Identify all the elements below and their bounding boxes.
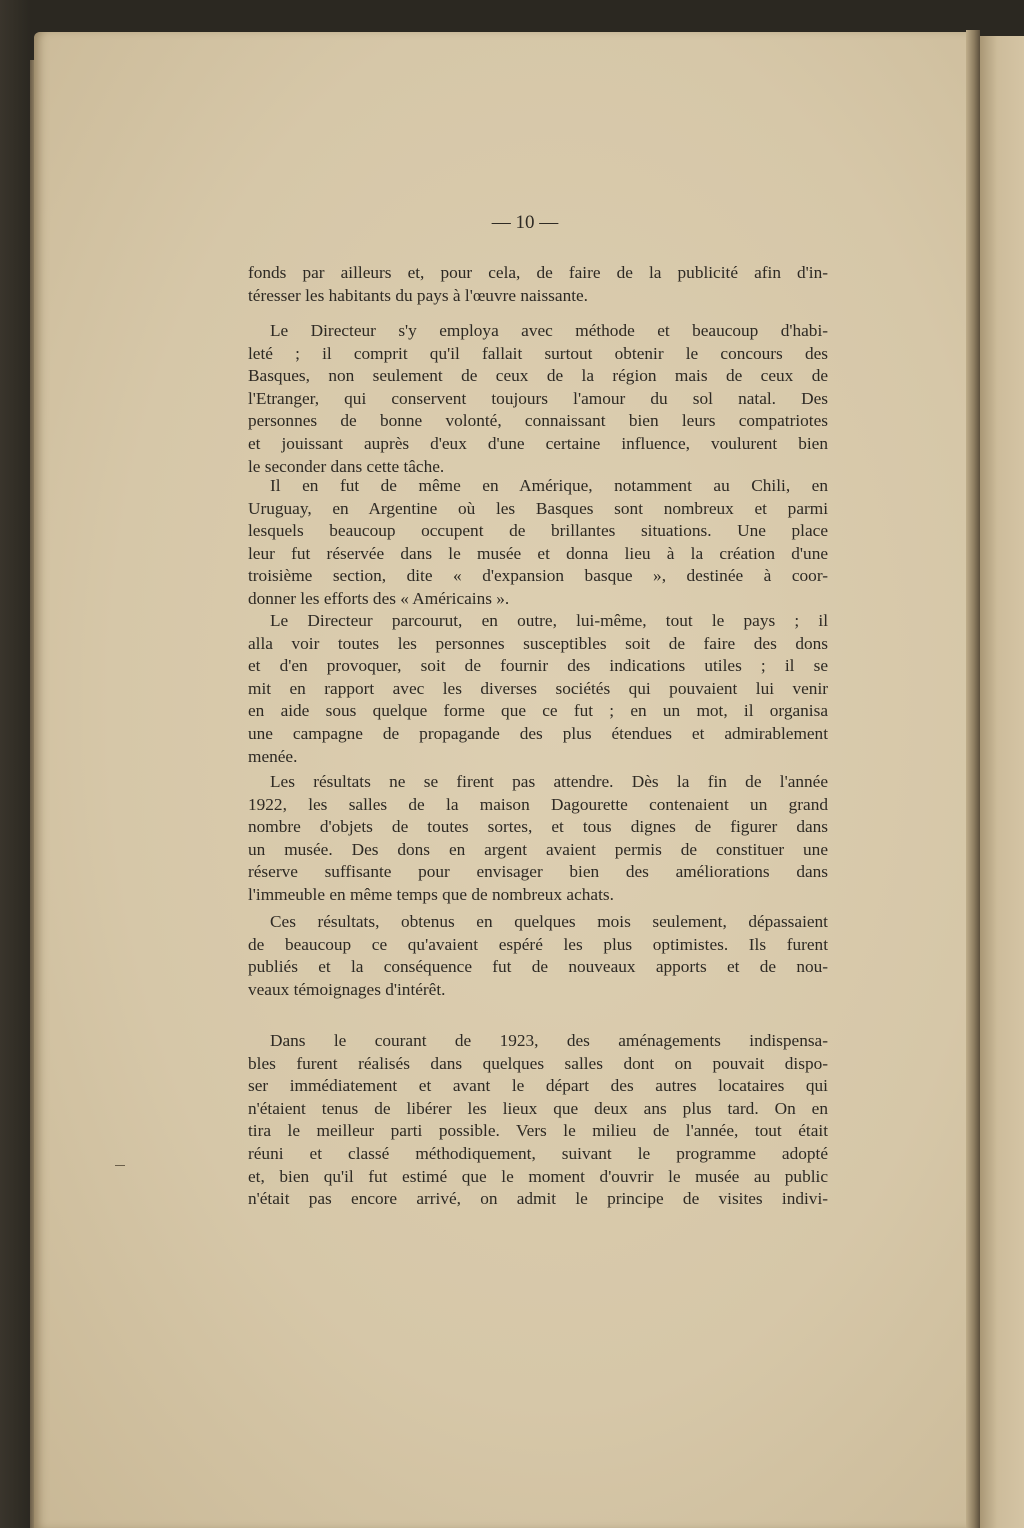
text-line: menée. bbox=[248, 746, 298, 766]
text-line: n'était pas encore arrivé, on admit le principe de visites indivi- bbox=[248, 1189, 828, 1209]
text-line: un musée. Des dons en argent avaient permis de constituer une bbox=[248, 839, 828, 859]
text-line: Il en fut de même en Amérique, notamment au Chili, en bbox=[270, 476, 828, 495]
text-line: Dans le courant de 1923, des aménagements indispensa- bbox=[270, 1031, 828, 1050]
text-line: tira le meilleur parti possible. Vers le milieu de l'année, tout était bbox=[248, 1121, 828, 1141]
text-line: mit en rapport avec les diverses sociétés qui pouvaient lui venir bbox=[248, 678, 828, 698]
text-line: et jouissant auprès d'eux d'une certaine influence, voulurent bien bbox=[248, 433, 828, 453]
text-line: leur fut réservée dans le musée et donna lieu à la création d'une bbox=[248, 543, 828, 563]
text-line: alla voir toutes les personnes susceptibles soit de faire des dons bbox=[248, 633, 828, 653]
text-line: réuni et classé méthodiquement, suivant le programme adopté bbox=[248, 1143, 828, 1163]
text-line: n'étaient tenus de libérer les lieux que deux ans plus tard. On en bbox=[248, 1098, 828, 1118]
text-line: personnes de bonne volonté, connaissant bien leurs compatriotes bbox=[248, 411, 828, 431]
text-line: Le Directeur s'y employa avec méthode et beaucoup d'habi- bbox=[270, 321, 828, 340]
paragraph bbox=[248, 610, 828, 768]
text-line: une campagne de propagande des plus étendues et admirablement bbox=[248, 723, 828, 743]
paragraph bbox=[248, 475, 828, 611]
text-line: le seconder dans cette tâche. bbox=[248, 456, 445, 476]
book-gutter bbox=[966, 30, 980, 1528]
paragraph bbox=[248, 1030, 828, 1211]
text-line: de beaucoup ce qu'avaient espéré les plus optimistes. Ils furent bbox=[248, 934, 828, 954]
text-line: ser immédiatement et avant le départ des autres locataires qui bbox=[248, 1076, 828, 1096]
text-line: réserve suffisante pour envisager bien des améliorations dans bbox=[248, 862, 828, 882]
text-line: 1922, les salles de la maison Dagourette contenaient un grand bbox=[248, 794, 828, 814]
text-line: l'Etranger, qui conservent toujours l'amour du sol natal. Des bbox=[248, 388, 828, 408]
margin-mark bbox=[115, 1165, 125, 1166]
paragraph bbox=[248, 771, 828, 907]
facing-page-edge bbox=[980, 36, 1024, 1528]
text-line: publiés et la conséquence fut de nouveaux apports et de nou- bbox=[248, 957, 828, 977]
text-line: l'immeuble en même temps que de nombreux achats. bbox=[248, 884, 614, 904]
text-line: leté ; il comprit qu'il fallait surtout obtenir le concours des bbox=[248, 343, 828, 363]
text-line: nombre d'objets de toutes sortes, et tous dignes de figurer dans bbox=[248, 817, 828, 837]
text-line: en aide sous quelque forme que ce fut ; en un mot, il organisa bbox=[248, 701, 828, 721]
paragraph bbox=[248, 320, 828, 478]
text-line: Basques, non seulement de ceux de la région mais de ceux de bbox=[248, 366, 828, 386]
text-line: veaux témoignages d'intérêt. bbox=[248, 979, 446, 999]
text-line: téresser les habitants du pays à l'œuvre naissante. bbox=[248, 285, 588, 305]
page-number: — 10 — bbox=[491, 212, 559, 233]
text-line: Ces résultats, obtenus en quelques mois seulement, dépassaient bbox=[270, 912, 828, 931]
text-line: fonds par ailleurs et, pour cela, de faire de la publicité afin d'in- bbox=[248, 263, 828, 282]
paragraph bbox=[248, 262, 828, 307]
text-line: bles furent réalisés dans quelques salles dont on pouvait dispo- bbox=[248, 1053, 828, 1073]
text-line: troisième section, dite « d'expansion basque », destinée à coor- bbox=[248, 566, 828, 586]
text-line: Uruguay, en Argentine où les Basques sont nombreux et parmi bbox=[248, 498, 828, 518]
text-line: Le Directeur parcourut, en outre, lui-même, tout le pays ; il bbox=[270, 611, 828, 630]
text-line: et d'en provoquer, soit de fournir des indications utiles ; il se bbox=[248, 656, 828, 676]
text-line: donner les efforts des « Américains ». bbox=[248, 588, 510, 608]
text-line: Les résultats ne se firent pas attendre. Dès la fin de l'année bbox=[270, 772, 828, 791]
text-line: lesquels beaucoup occupent de brillantes situations. Une place bbox=[248, 521, 828, 541]
text-line: et, bien qu'il fut estimé que le moment d'ouvrir le musée au public bbox=[248, 1166, 828, 1186]
paragraph bbox=[248, 911, 828, 1001]
